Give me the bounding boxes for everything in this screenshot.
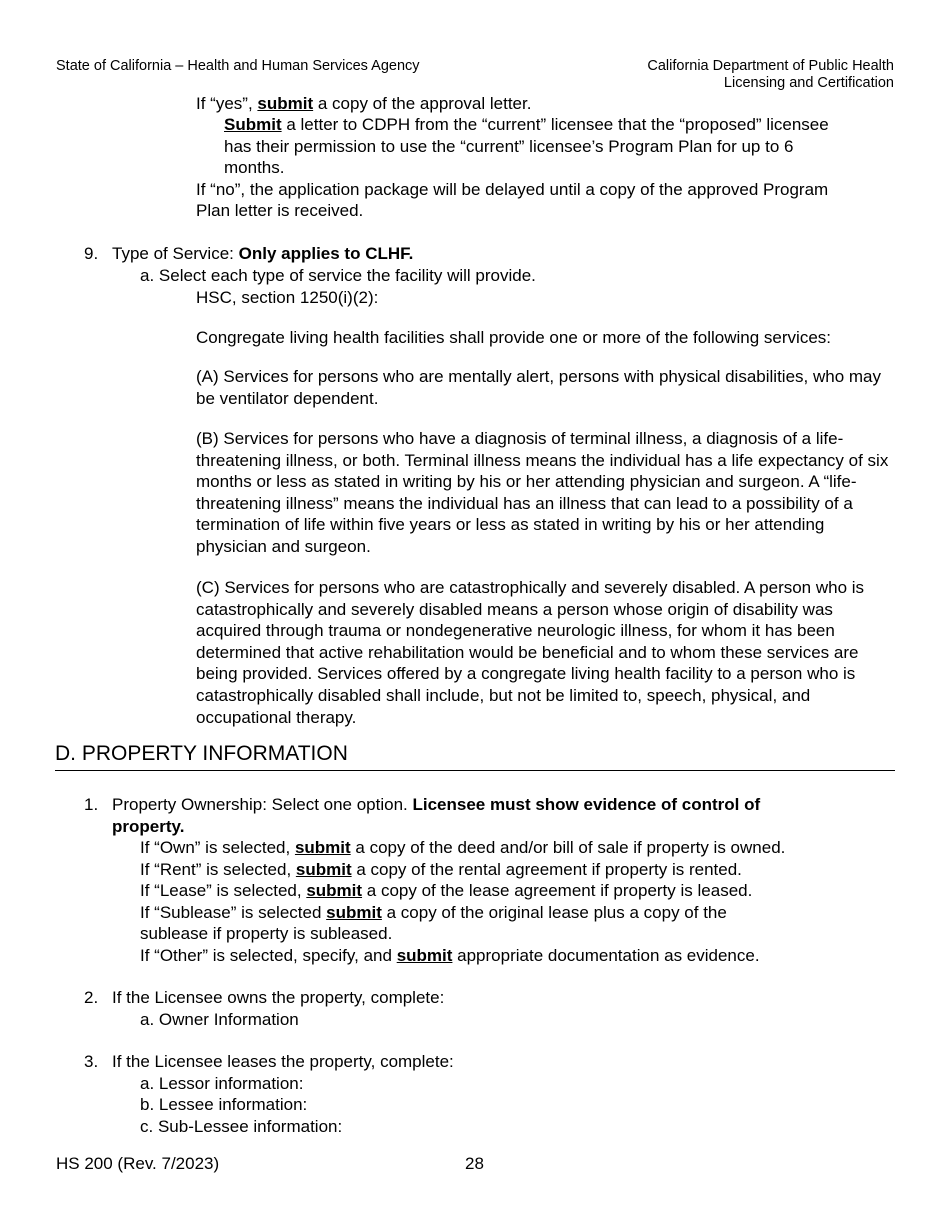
- item2-label: If the Licensee owns the property, complete:: [112, 988, 445, 1007]
- service-a-paragraph: (A) Services for persons who are mentally alert, persons with physical disabilities, who may be ventilator dependent.: [196, 367, 881, 408]
- item3-number: 3.: [84, 1052, 99, 1071]
- no-instruction-line2: Plan letter is received.: [196, 201, 364, 220]
- item3-sub-a: a. Lessor information:: [140, 1074, 304, 1093]
- section-d-title: D. PROPERTY INFORMATION: [55, 742, 348, 765]
- letter-instruction-line1: Submit a letter to CDPH from the “current” licensee that the “proposed” licensee: [224, 115, 829, 134]
- item2-sub-a: a. Owner Information: [140, 1010, 299, 1029]
- rent-instruction: If “Rent” is selected, submit a copy of the rental agreement if property is rented.: [140, 860, 742, 879]
- item2-number: 2.: [84, 988, 99, 1007]
- item3-sub-c: c. Sub-Lessee information:: [140, 1117, 343, 1136]
- item3-sub-b: b. Lessee information:: [140, 1095, 308, 1114]
- item9-number: 9.: [84, 244, 99, 263]
- yes-instruction: If “yes”, submit a copy of the approval letter.: [196, 94, 532, 113]
- hsc-citation: HSC, section 1250(i)(2):: [196, 288, 379, 307]
- no-instruction-line1: If “no”, the application package will be delayed until a copy of the approved Program: [196, 180, 829, 199]
- item9-label: Type of Service: Only applies to CLHF.: [112, 244, 414, 263]
- form-number: HS 200 (Rev. 7/2023): [56, 1154, 220, 1173]
- header-department: California Department of Public Health: [647, 58, 894, 74]
- services-intro: Congregate living health facilities shall provide one or more of the following services:: [196, 328, 832, 347]
- item3-label: If the Licensee leases the property, complete:: [112, 1052, 454, 1071]
- header-agency: State of California – Health and Human Services Agency: [56, 58, 420, 74]
- item1-number: 1.: [84, 795, 99, 814]
- other-instruction: If “Other” is selected, specify, and submit appropriate documentation as evidence.: [140, 946, 760, 965]
- page-number: 28: [465, 1154, 484, 1173]
- section-divider: [55, 770, 895, 771]
- sublease-instruction-cont: sublease if property is subleased.: [140, 924, 393, 943]
- own-instruction: If “Own” is selected, submit a copy of the deed and/or bill of sale if property is owned.: [140, 838, 786, 857]
- service-b-paragraph: (B) Services for persons who have a diagnosis of terminal illness, a diagnosis of a life-threatening illness, or both. Terminal illness means the individual has a life expectancy of six months or less as stated in writing by his or her attending physician and surgeon. A “life-threatening illness” means the individual has an illness that can lead to a possibility of a termination of life within five years or less as stated in writing by his or her attending physician and surgeon.: [196, 429, 889, 556]
- header-division: Licensing and Certification: [723, 75, 894, 91]
- item1-label-cont: property.: [112, 817, 185, 836]
- service-c-paragraph: (C) Services for persons who are catastrophically and severely disabled. A person who is catastrophically and severely disabled means a person whose origin of disability was acquired through trauma or nondegenerative neurologic illness, for whom it has been determined that active rehabilitation would be beneficial and to whom these services are being provided. Services offered by a congregate living health facility to a person who is catastrophically disabled shall include, but not be limited to, speech, physical, and occupational therapy.: [196, 578, 865, 727]
- letter-instruction-line3: months.: [224, 158, 285, 177]
- letter-instruction-line2: has their permission to use the “current” licensee’s Program Plan for up to 6: [224, 137, 794, 156]
- lease-instruction: If “Lease” is selected, submit a copy of the lease agreement if property is leased.: [140, 881, 753, 900]
- item9-sub-a: a. Select each type of service the facility will provide.: [140, 266, 536, 285]
- item1-label: Property Ownership: Select one option. Licensee must show evidence of control of: [112, 795, 761, 814]
- sublease-instruction: If “Sublease” is selected submit a copy of the original lease plus a copy of the: [140, 903, 727, 922]
